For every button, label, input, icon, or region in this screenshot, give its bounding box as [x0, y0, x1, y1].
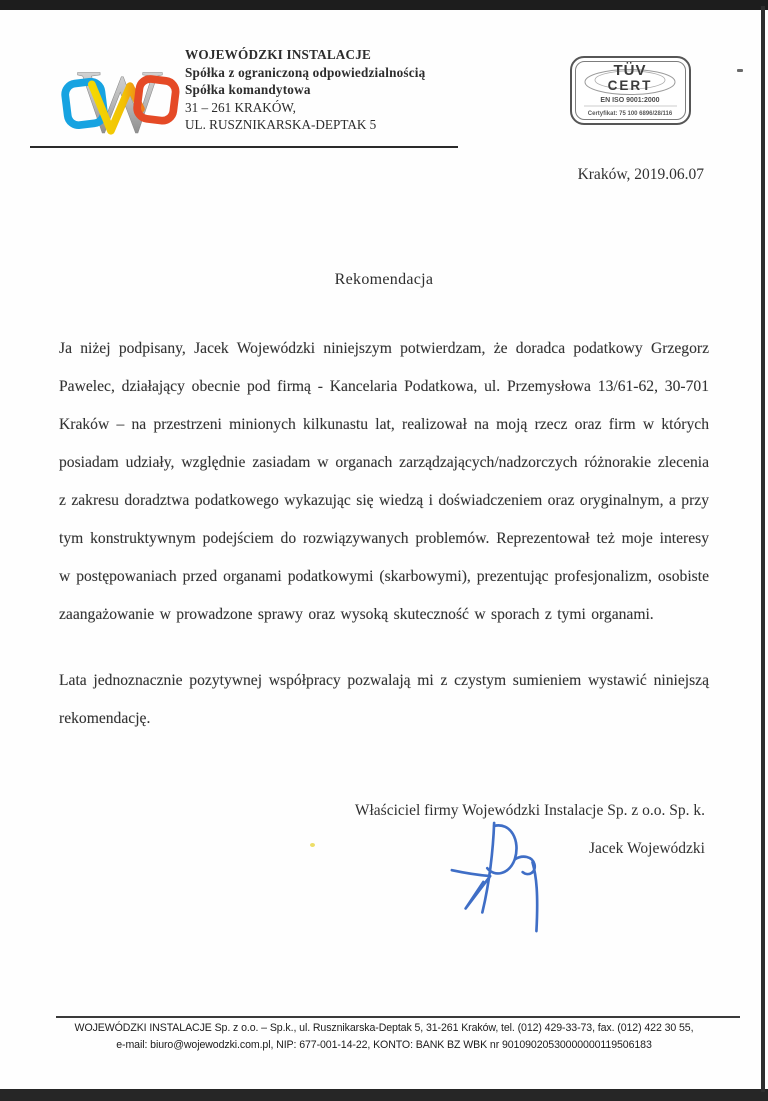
seal-certificate-number: Certyfikat: 75 100 6896/28/116 [587, 111, 673, 117]
scan-edge-top [0, 0, 768, 10]
company-subtitle-1: Spółka z ograniczoną odpowiedzialnością [185, 64, 426, 80]
letter-paragraph-2: Lata jednoznacznie pozytywnej współpracy pozwalają mi z czystym sumieniem wystawić niniejszą rekomendację. [59, 672, 709, 727]
scan-speck-yellow [310, 843, 315, 847]
footer-line-1: WOJEWÓDZKI INSTALACJE Sp. z o.o. – Sp.k., ul. Rusznikarska-Deptak 5, 31-261 Kraków, tel. (012) 429-33-73, fax. (012) 422 30 55, [74, 1022, 694, 1034]
footer-block [28, 1020, 740, 1053]
company-address-2: UL. RUSZNIKARSKA-DEPTAK 5 [185, 117, 377, 133]
letter-paragraph-1: Ja niżej podpisany, Jacek Wojewódzki niniejszym potwierdzam, że doradca podatkowy Grzegorz Pawelec, działający obecnie pod firmą - Kancelaria Podatkowa, ul. Przemysłowa 13/61-62, 30-701 Kraków – na przestrzeni minionych kilkunastu lat, realizował na moją rzecz oraz firm w których posiadam udziały, względnie zasiadam w organach zarządzających/nadzorczych różnorakie zlecenia z zakresu doradztwa podatkowego wykazując się wiedzą i doświadczeniem oraz oryginalnym, a przy tym konstruktywnym podejściem do rozwiązywanych problemów. Reprezentował też moje interesy w postępowaniach przed organami podatkowymi (skarbowymi), prezentując profesjonalizm, osobiste zaangażowanie w prowadzone sprawy oraz wysoką skuteczność w sporach z tymi organami. [59, 340, 709, 623]
company-subtitle-2: Spółka komandytowa [185, 82, 311, 98]
seal-tuv-text: TÜV [613, 62, 647, 79]
letter-title: Rekomendacja [334, 271, 434, 288]
footer-line-2: e-mail: biuro@wojewodzki.com.pl, NIP: 677-001-14-22, KONTO: BANK BZ WBK nr 90109020530000000119506183 [116, 1038, 652, 1051]
company-block [185, 46, 425, 134]
company-name: WOJEWÓDZKI INSTALACJE [185, 47, 372, 62]
company-address-1: 31 – 261 KRAKÓW, [185, 99, 296, 115]
seal-cert-text: CERT [607, 78, 653, 93]
seal-iso-text: EN ISO 9001:2000 [600, 97, 660, 104]
scan-speck-dash [737, 69, 743, 72]
signatory-title: Właściciel firmy Wojewódzki Instalacje Sp. z o.o. Sp. k. [354, 802, 705, 819]
company-logo-w-icon [60, 52, 180, 144]
footer-rule [56, 1016, 740, 1018]
signatory-name: Jacek Wojewódzki [589, 839, 705, 857]
scan-edge-right [761, 6, 765, 1092]
scan-edge-bottom [0, 1089, 768, 1101]
tuv-cert-seal [569, 55, 693, 127]
handwritten-signature [443, 818, 561, 940]
svg-text:W: W [77, 52, 163, 144]
header-rule [30, 146, 458, 148]
date-line: Kraków, 2019.06.07 [577, 166, 704, 183]
